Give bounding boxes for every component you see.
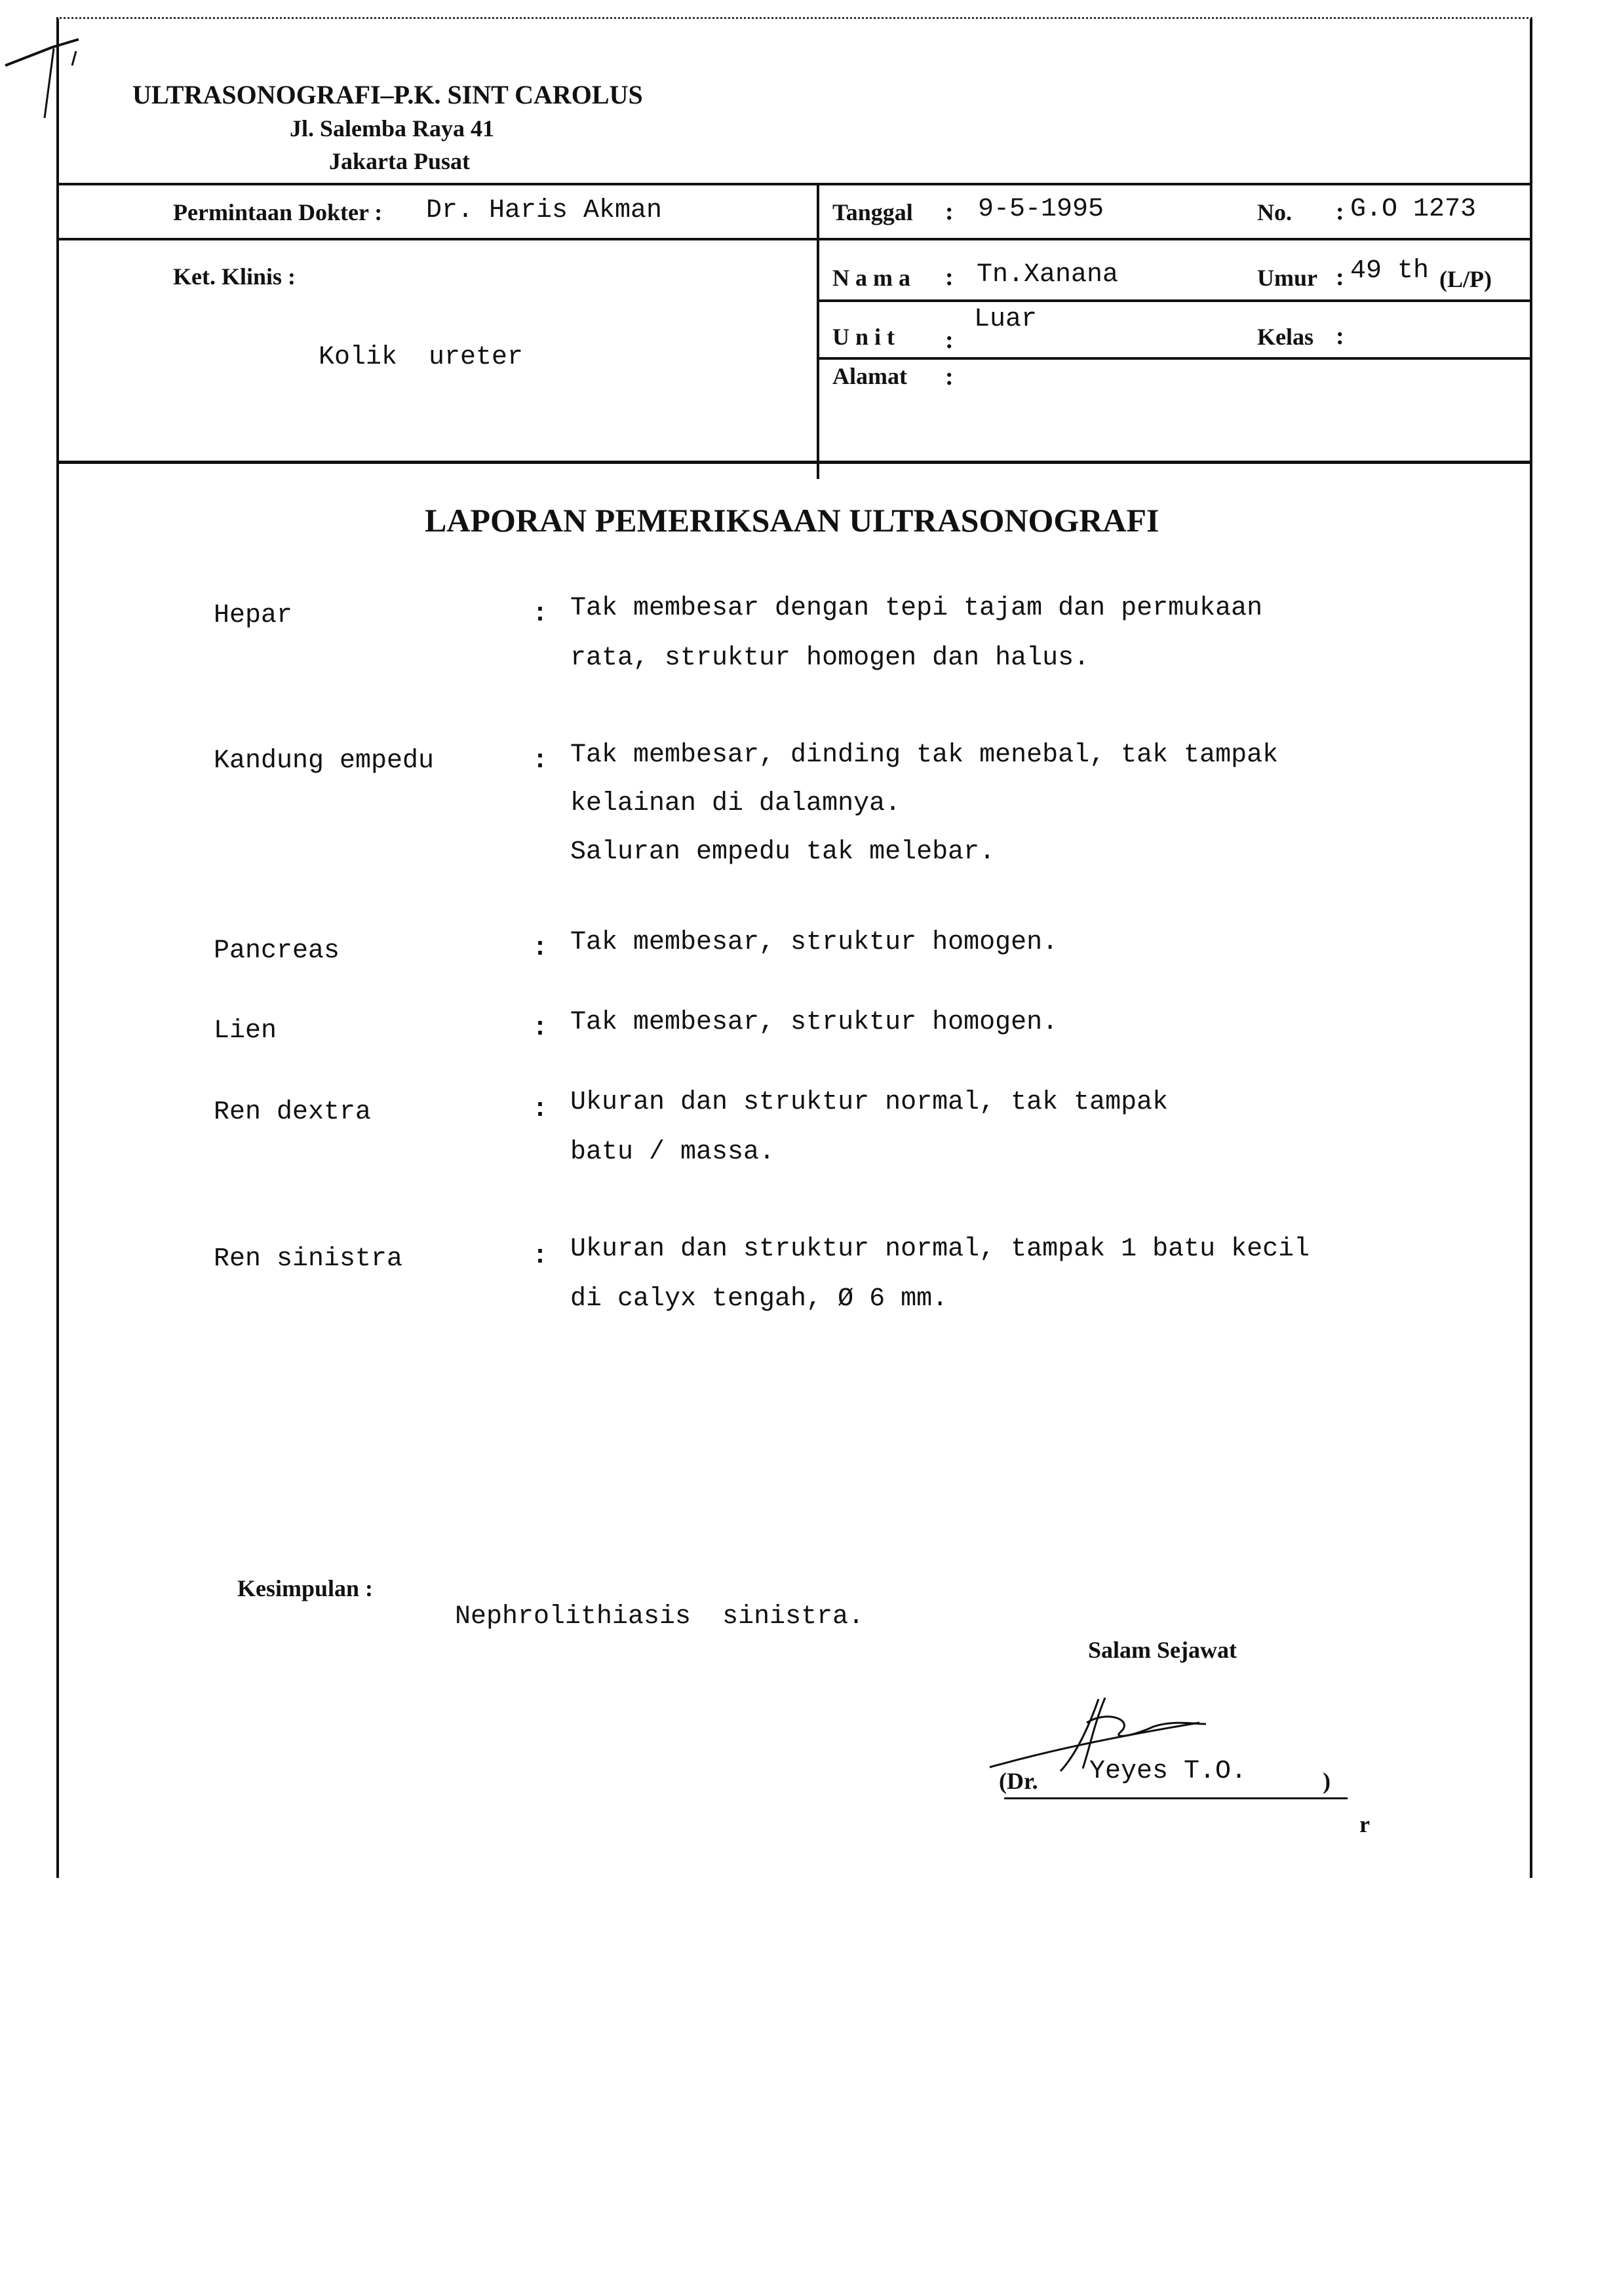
signature-name: Yeyes T.O. bbox=[1089, 1757, 1247, 1786]
report-title: LAPORAN PEMERIKSAAN ULTRASONOGRAFI bbox=[425, 502, 1159, 539]
signature-closing: Salam Sejawat bbox=[1088, 1637, 1237, 1663]
sex-options: (L/P) bbox=[1439, 266, 1492, 292]
finding-line: Tak membesar, struktur homogen. bbox=[570, 928, 1059, 957]
signature-trailing-mark: r bbox=[1359, 1811, 1370, 1837]
finding-line: Tak membesar dengan tepi tajam dan permukaan bbox=[570, 594, 1263, 623]
request-divider bbox=[59, 238, 1530, 240]
column-divider bbox=[817, 183, 819, 479]
institution-name: ULTRASONOGRAFI–P.K. SINT CAROLUS bbox=[132, 80, 643, 109]
finding-line: di calyx tengah, Ø 6 mm. bbox=[570, 1284, 948, 1314]
conclusion-label: Kesimpulan : bbox=[237, 1575, 374, 1601]
no-label: No. bbox=[1257, 199, 1292, 225]
finding-line: Tak membesar, struktur homogen. bbox=[570, 1008, 1059, 1037]
age-colon: : bbox=[1336, 263, 1344, 291]
date-colon: : bbox=[945, 198, 954, 225]
address-line-2: Jakarta Pusat bbox=[329, 148, 470, 174]
finding-colon: : bbox=[532, 746, 549, 776]
clinical-label: Ket. Klinis : bbox=[173, 263, 296, 290]
finding-colon: : bbox=[532, 1095, 549, 1124]
unit-value: Luar bbox=[974, 305, 1038, 334]
report-form bbox=[56, 17, 1532, 1878]
address-label: Alamat bbox=[832, 363, 907, 389]
doctor-label: Permintaan Dokter : bbox=[173, 199, 383, 225]
finding-line: rata, struktur homogen dan halus. bbox=[570, 643, 1090, 673]
organ-label: Hepar bbox=[214, 601, 293, 630]
no-colon: : bbox=[1336, 198, 1344, 225]
name-colon: : bbox=[945, 263, 954, 291]
organ-label: Ren sinistra bbox=[214, 1244, 403, 1274]
class-label: Kelas bbox=[1257, 324, 1313, 350]
name-divider bbox=[817, 299, 1530, 302]
organ-label: Lien bbox=[214, 1016, 277, 1046]
clinical-value: Kolik ureter bbox=[319, 343, 524, 372]
finding-colon: : bbox=[532, 600, 549, 629]
unit-label: U n i t bbox=[832, 324, 895, 350]
doctor-value: Dr. Haris Akman bbox=[426, 196, 663, 225]
age-label: Umur bbox=[1257, 265, 1317, 291]
finding-colon: : bbox=[532, 934, 549, 963]
finding-colon: : bbox=[532, 1242, 549, 1271]
address-colon: : bbox=[945, 363, 954, 391]
no-value: G.O 1273 bbox=[1350, 195, 1477, 224]
form-header-bottom bbox=[59, 461, 1530, 464]
date-value: 9-5-1995 bbox=[978, 195, 1104, 224]
finding-line: Tak membesar, dinding tak menebal, tak tampak bbox=[570, 740, 1279, 770]
age-value: 49 th bbox=[1350, 256, 1430, 286]
finding-line: batu / massa. bbox=[570, 1138, 775, 1167]
unit-divider bbox=[817, 357, 1530, 360]
organ-label: Kandung empedu bbox=[214, 746, 435, 776]
address-line-1: Jl. Salemba Raya 41 bbox=[290, 115, 495, 142]
date-label: Tanggal bbox=[832, 199, 913, 225]
finding-line: Ukuran dan struktur normal, tak tampak bbox=[570, 1088, 1169, 1117]
signature-suffix: ) bbox=[1323, 1768, 1331, 1794]
organ-label: Ren dextra bbox=[214, 1098, 372, 1127]
header-divider bbox=[59, 183, 1530, 185]
finding-colon: : bbox=[532, 1014, 549, 1043]
class-colon: : bbox=[1336, 322, 1344, 350]
signature-prefix: (Dr. bbox=[999, 1768, 1038, 1794]
finding-line: Ukuran dan struktur normal, tampak 1 batu kecil bbox=[570, 1234, 1310, 1264]
unit-colon: : bbox=[945, 326, 954, 354]
name-label: N a m a bbox=[832, 265, 910, 291]
finding-line: kelainan di dalamnya. bbox=[570, 789, 901, 818]
signature-underline bbox=[1004, 1797, 1348, 1799]
finding-line: Saluran empedu tak melebar. bbox=[570, 837, 996, 867]
organ-label: Pancreas bbox=[214, 936, 340, 966]
name-value: Tn.Xanana bbox=[977, 260, 1119, 290]
conclusion-value: Nephrolithiasis sinistra. bbox=[455, 1602, 865, 1632]
